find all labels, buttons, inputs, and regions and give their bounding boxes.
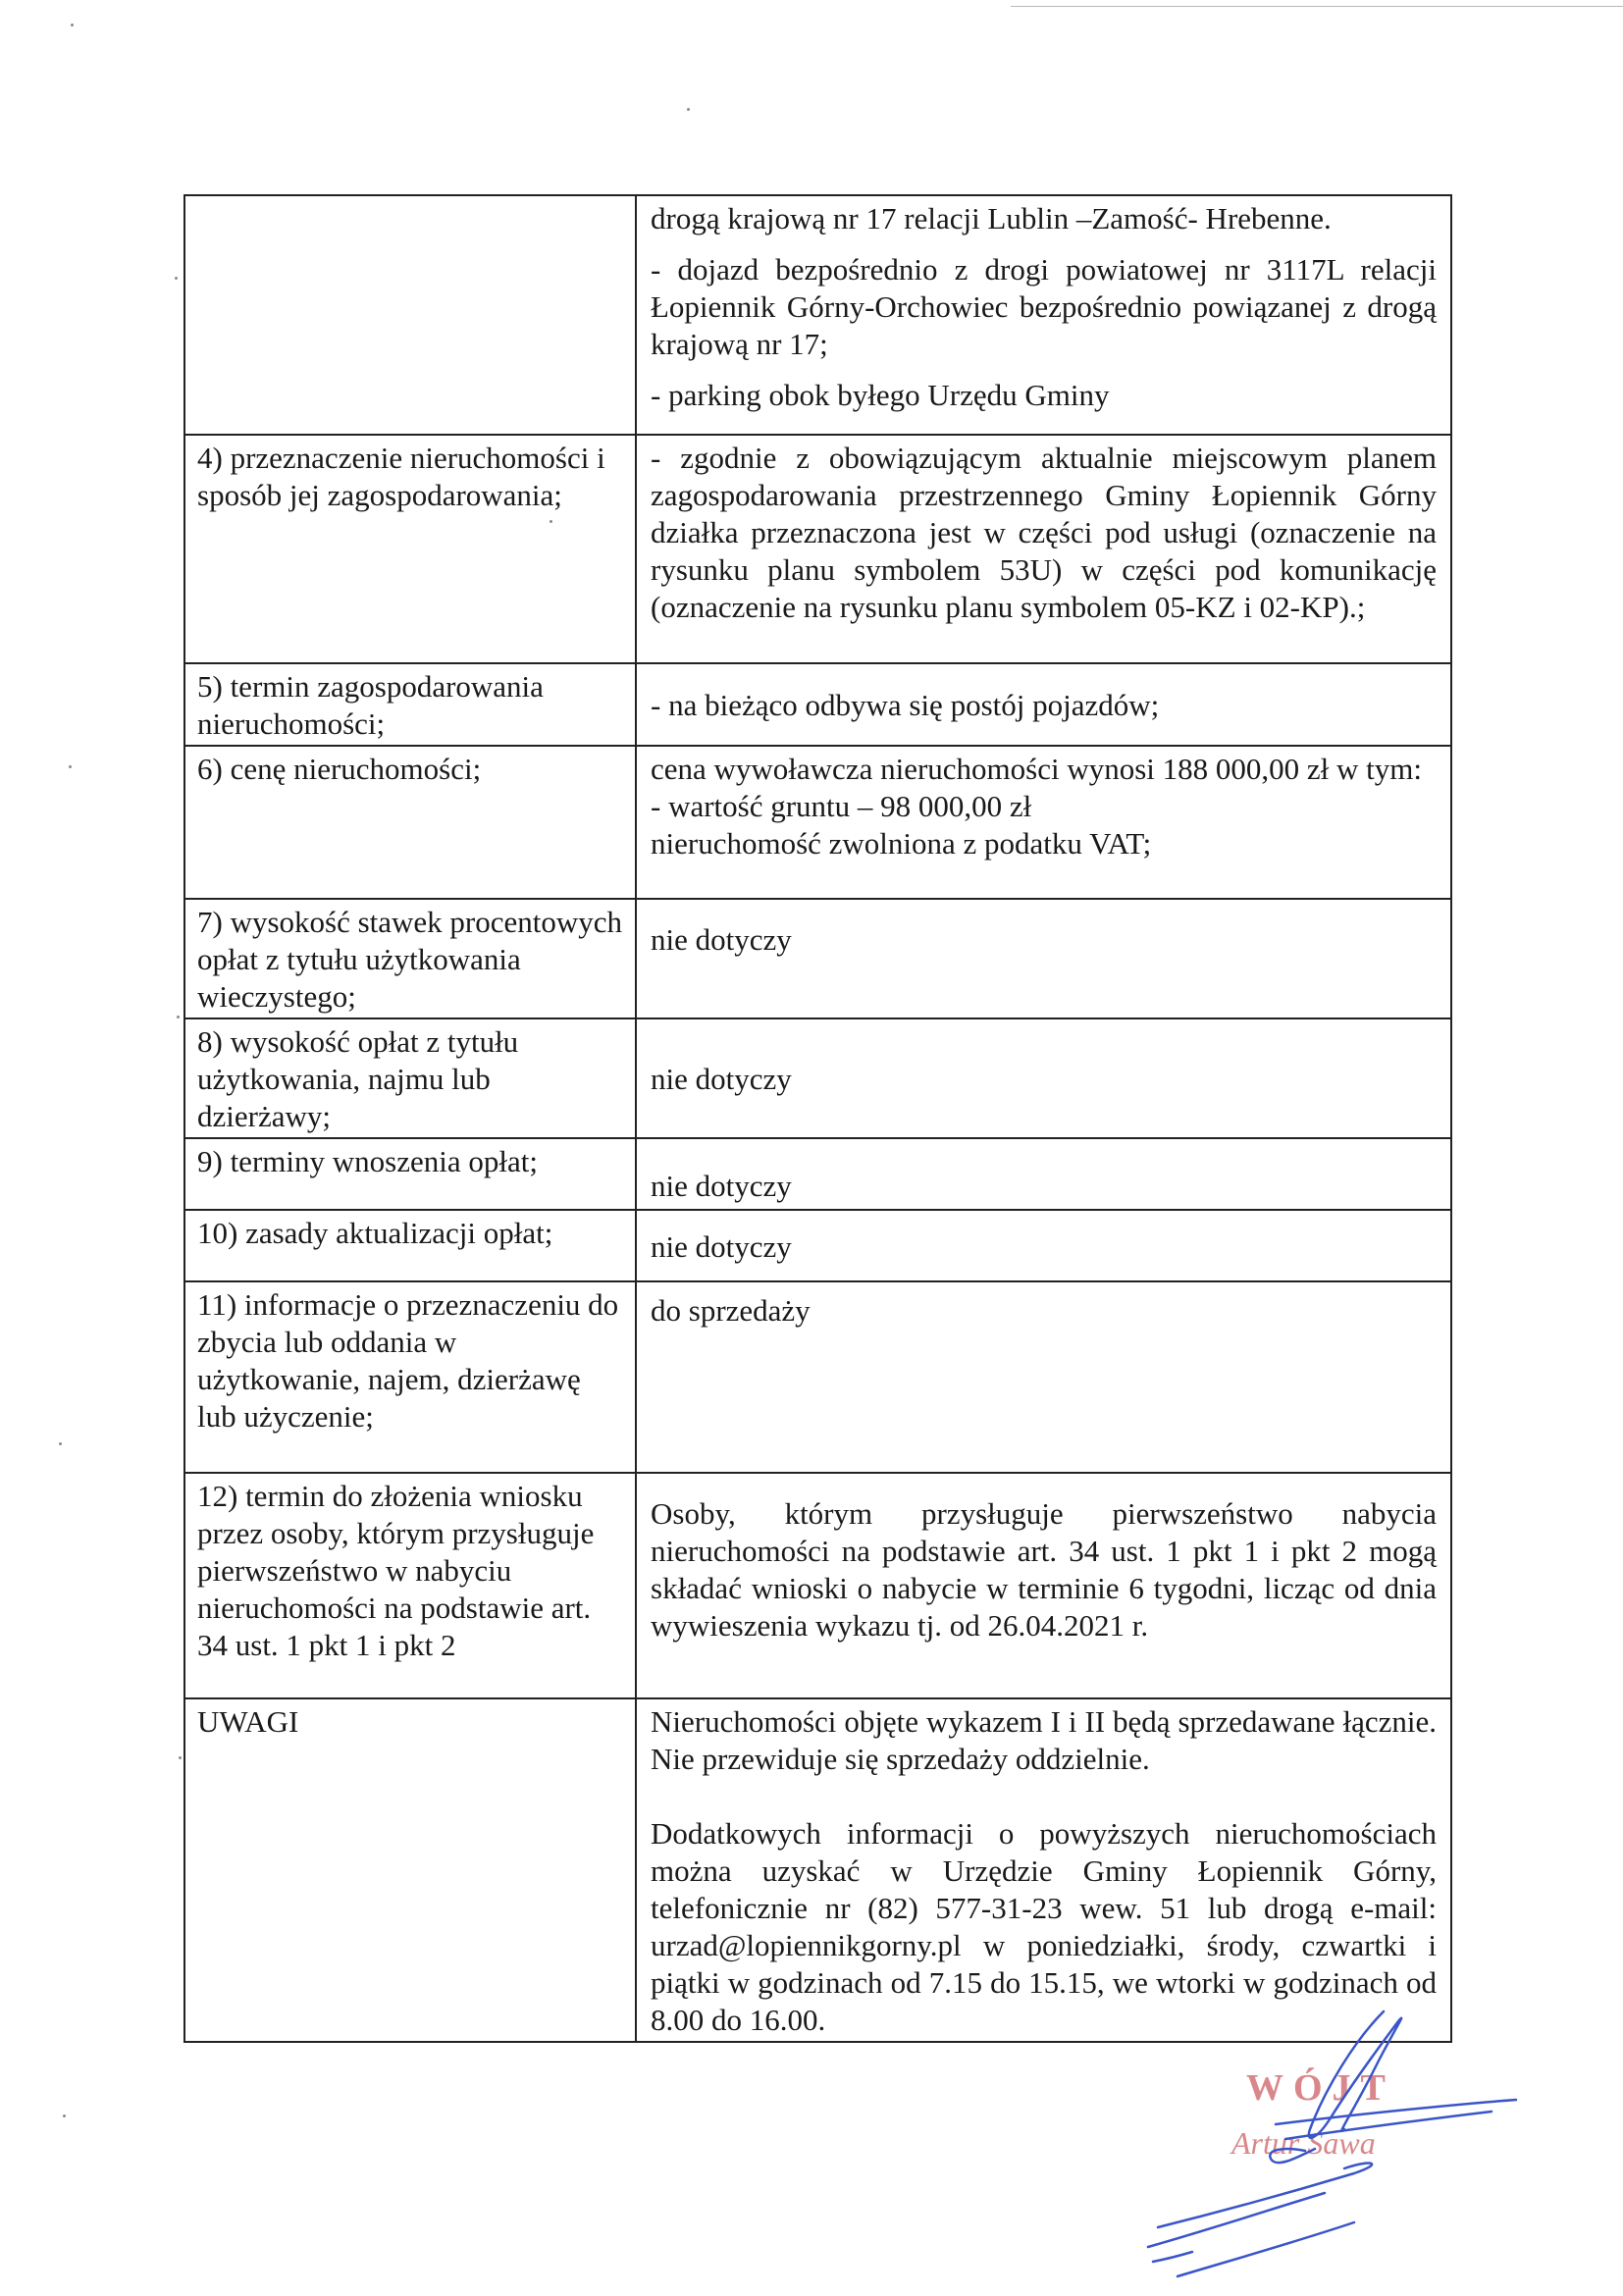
- table-row: [184, 195, 1451, 435]
- scan-speck: [179, 1756, 182, 1759]
- row-label-cell: [184, 1473, 636, 1698]
- zoning-text: - zgodnie z obowiązującym aktualnie miejscowym planem zagospodarowania przestrzennego Gminy Łopiennik Górny działka przeznaczona jest w części pod usługi (oznaczenie na rysunku planu symbolem 53U) w części pod komunikację (oznaczenie na rysunku planu symbolem 05-KZ i 02-KP).;: [651, 441, 1437, 624]
- disposal-purpose-text: do sprzedaży: [651, 1293, 811, 1328]
- scan-speck: [175, 277, 178, 280]
- contact-info-text: Dodatkowych informacji o powyższych nieruchomościach można uzyskać w Urzędzie Gminy Łopiennik Górny, telefonicznie nr (82) 577-31-23 wew. 51 lub drogą e-mail: urzad@lopiennikgorny.pl w poniedziałki, środy, czwartki i piątki w godzinach od 7.15 do 15.15, we wtorki w godzinach od 8.00 do 16.00.: [651, 1816, 1437, 2037]
- row-label-cell: [184, 1018, 636, 1138]
- remarks-label: UWAGI: [197, 1704, 299, 1739]
- row-value-cell: [636, 663, 1451, 746]
- row-label: 10) zasady aktualizacji opłat;: [197, 1216, 553, 1250]
- row-value-cell: [636, 435, 1451, 663]
- row-label-cell: [184, 195, 636, 435]
- table-row: [184, 1018, 1451, 1138]
- row-label-cell: [184, 1698, 636, 2042]
- not-applicable-text: nie dotyczy: [651, 922, 792, 957]
- table-row: [184, 663, 1451, 746]
- row-value-cell: [636, 1210, 1451, 1281]
- row-label: 8) wysokość opłat z tytułu użytkowania, najmu lub dzierżawy;: [197, 1024, 519, 1133]
- row-label: 12) termin do złożenia wniosku przez osoby, którym przysługuje pierwszeństwo w nabyciu nieruchomości na podstawie art. 34 ust. 1 pkt 1 i pkt 2: [197, 1479, 595, 1662]
- access-road-text: - dojazd bezpośrednio z drogi powiatowej nr 3117L relacji Łopiennik Górny-Orchowiec bezpośrednio powiązanej z drogą krajową nr 17;: [651, 252, 1437, 361]
- parking-text: - parking obok byłego Urzędu Gminy: [651, 378, 1110, 412]
- row-label: 5) termin zagospodarowania nieruchomości;: [197, 669, 544, 741]
- access-road-text: drogą krajową nr 17 relacji Lublin –Zamość- Hrebenne.: [651, 201, 1332, 235]
- stamp-name: Artur Sawa: [1231, 2125, 1376, 2161]
- property-listing-table: [183, 194, 1452, 2043]
- price-text: cena wywoławcza nieruchomości wynosi 188 000,00 zł w tym:: [651, 752, 1423, 786]
- not-applicable-text: nie dotyczy: [651, 1169, 792, 1203]
- row-value-cell: [636, 1138, 1451, 1210]
- row-value-cell: [636, 1018, 1451, 1138]
- table-row: [184, 1281, 1451, 1473]
- row-value-cell: [636, 1698, 1451, 2042]
- row-value-cell: [636, 1281, 1451, 1473]
- scan-speck: [63, 2114, 66, 2117]
- row-label: 6) cenę nieruchomości;: [197, 752, 482, 786]
- row-label: 7) wysokość stawek procentowych opłat z tytułu użytkowania wieczystego;: [197, 905, 623, 1014]
- not-applicable-text: nie dotyczy: [651, 1062, 792, 1096]
- joint-sale-note: Nieruchomości objęte wykazem I i II będą sprzedawane łącznie. Nie przewiduje się sprzedaży oddzielnie.: [651, 1704, 1437, 1776]
- row-label-cell: [184, 746, 636, 899]
- wojt-signature-stamp: [1060, 2002, 1531, 2296]
- row-value-cell: [636, 1473, 1451, 1698]
- vat-exemption-text: nieruchomość zwolniona z podatku VAT;: [651, 826, 1152, 861]
- row-label-cell: [184, 1210, 636, 1281]
- row-value-cell: [636, 746, 1451, 899]
- row-label-cell: [184, 435, 636, 663]
- stamp-title: WÓJT: [1246, 2067, 1395, 2109]
- table-row: [184, 746, 1451, 899]
- not-applicable-text: nie dotyczy: [651, 1228, 792, 1264]
- priority-application-text: Osoby, którym przysługuje pierwszeństwo nabycia nieruchomości na podstawie art. 34 ust. 1 pkt 1 i pkt 2 mogą składać wnioski o nabycie w terminie 6 tygodni, licząc od dnia wywieszenia wykazu tj. od 26.04.2021 r.: [651, 1496, 1437, 1643]
- scan-speck: [71, 24, 74, 26]
- development-term-text: - na bieżąco odbywa się postój pojazdów;: [651, 688, 1160, 722]
- table-row: [184, 1138, 1451, 1210]
- scan-speck: [69, 765, 72, 768]
- scan-speck: [59, 1442, 62, 1445]
- scan-speck: [177, 1016, 180, 1018]
- top-edge-line: [1011, 6, 1623, 7]
- table-row: [184, 435, 1451, 663]
- table-row: [184, 899, 1451, 1018]
- row-value-cell: [636, 195, 1451, 435]
- table-row: [184, 1210, 1451, 1281]
- row-label: 11) informacje o przeznaczeniu do zbycia lub oddania w użytkowanie, najem, dzierżawę lub użyczenie;: [197, 1287, 619, 1434]
- row-label: 4) przeznaczenie nieruchomości i sposób jej zagospodarowania;: [197, 441, 605, 512]
- scan-speck: [687, 108, 690, 111]
- row-value-cell: [636, 899, 1451, 1018]
- table-row: [184, 1473, 1451, 1698]
- row-label-cell: [184, 663, 636, 746]
- land-value-text: - wartość gruntu – 98 000,00 zł: [651, 789, 1032, 823]
- row-label-cell: [184, 1281, 636, 1473]
- table-row: [184, 1698, 1451, 2042]
- row-label-cell: [184, 1138, 636, 1210]
- row-label: 9) terminy wnoszenia opłat;: [197, 1144, 538, 1178]
- row-label-cell: [184, 899, 636, 1018]
